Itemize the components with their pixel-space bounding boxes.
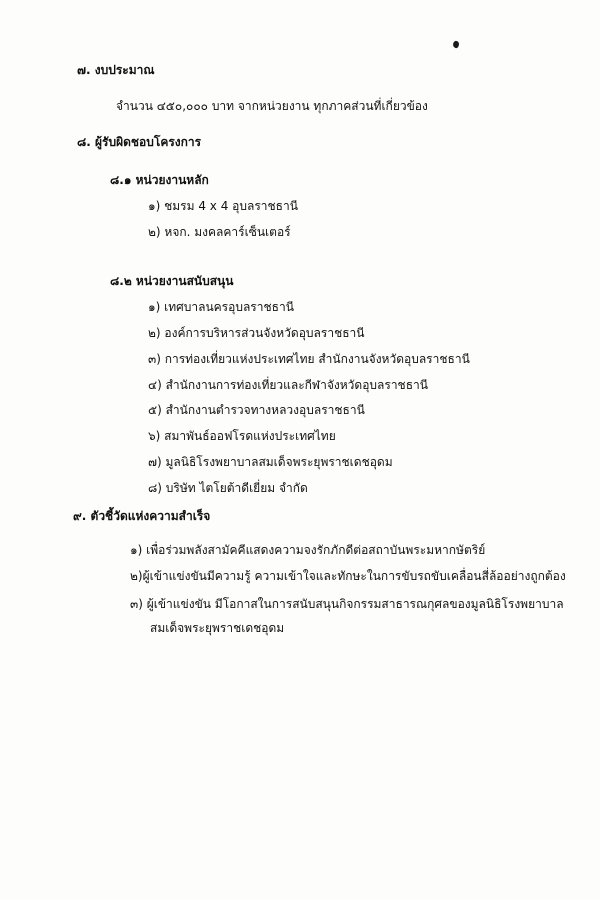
- section-7-text: จำนวน ๔๕๐,๐๐๐ บาท จากหน่วยงาน ทุกภาคส่วนที่เกี่ยวข้อง: [116, 99, 428, 113]
- list-item: ๒) องค์การบริหารส่วนจังหวัดอุบลราชธานี: [148, 326, 365, 340]
- section-7-heading: ๗. งบประมาณ: [77, 63, 155, 77]
- section-8-2-heading: ๘.๒ หน่วยงานสนับสนุน: [110, 274, 234, 288]
- list-item: ๕) สำนักงานตำรวจทางหลวงอุบลราชธานี: [148, 403, 365, 417]
- list-item: ๒)ผู้เข้าแข่งขันมีความรู้ ความเข้าใจและทักษะในการขับรถขับเคลื่อนสี่ล้ออย่างถูกต้อง: [130, 569, 566, 583]
- section-8-heading: ๘. ผู้รับผิดชอบโครงการ: [77, 135, 202, 149]
- list-item: ๓) การท่องเที่ยวแห่งประเทศไทย สำนักงานจังหวัดอุบลราชธานี: [148, 352, 470, 366]
- section-9-heading: ๙. ตัวชี้วัดแห่งความสำเร็จ: [73, 509, 211, 523]
- list-item: ๔) สำนักงานการท่องเที่ยวและกีฬาจังหวัดอุบลราชธานี: [148, 378, 428, 392]
- list-item: ๓) ผู้เข้าแข่งขัน มีโอกาสในการสนับสนุนกิจกรรมสาธารณกุศลของมูลนิธิโรงพยาบาล: [130, 597, 564, 611]
- list-item-continuation: สมเด็จพระยุพราชเดชอุดม: [150, 621, 285, 635]
- scan-speck: [452, 40, 460, 49]
- list-item: ๖) สมาพันธ์ออฟโรดแห่งประเทศไทย: [148, 429, 336, 443]
- list-item: ๑) เพื่อร่วมพลังสามัคคีแสดงความจงรักภักดีต่อสถาบันพระมหากษัตริย์: [130, 543, 486, 557]
- list-item: ๗) มูลนิธิโรงพยาบาลสมเด็จพระยุพราชเดชอุดม: [148, 455, 393, 469]
- list-item: ๑) เทศบาลนครอุบลราชธานี: [148, 300, 294, 314]
- list-item: ๘) บริษัท ไตโยต้าดีเยี่ยม จำกัด: [148, 481, 308, 495]
- list-item: ๒) หจก. มงคลคาร์เซ็นเตอร์: [148, 225, 291, 239]
- list-item: ๑) ชมรม 4 x 4 อุบลราชธานี: [148, 199, 298, 213]
- section-8-1-heading: ๘.๑ หน่วยงานหลัก: [110, 173, 209, 187]
